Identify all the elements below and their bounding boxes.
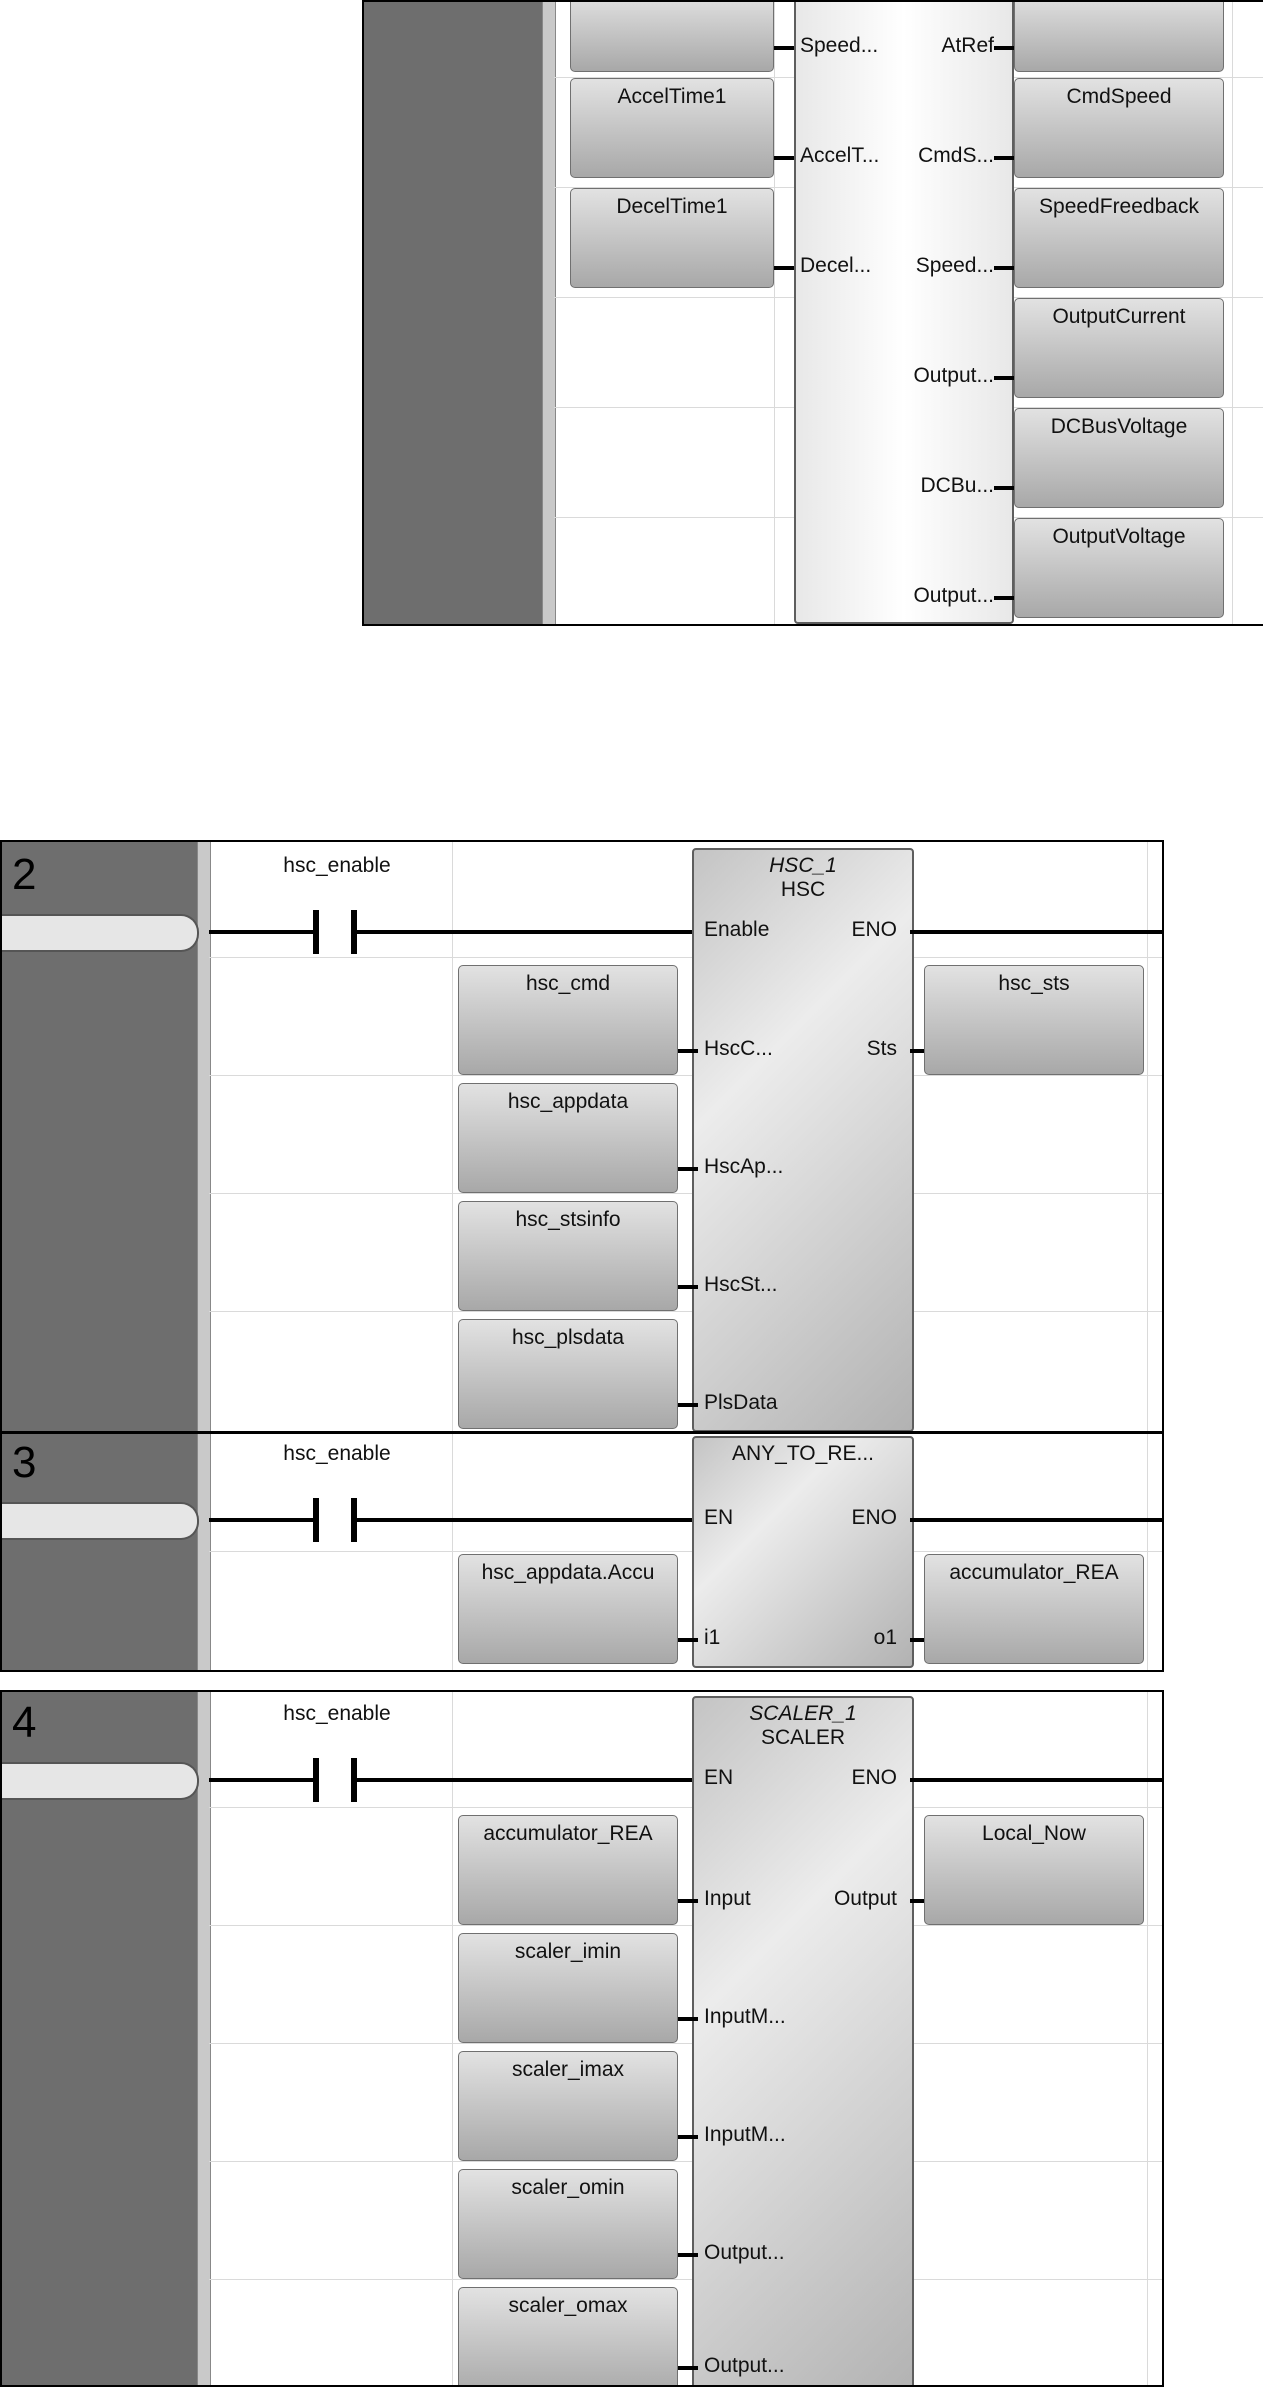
pin-connector [678,2017,698,2021]
rung-wire [209,1778,313,1782]
rung-selector-tab[interactable] [2,1762,199,1800]
block-output-pin[interactable]: ENO [851,918,897,941]
left-rail-gutter [364,2,542,624]
block-input-pin[interactable]: Output... [704,2354,785,2377]
rung-wire [910,1778,1162,1782]
block-input-pin[interactable]: InputM... [704,2005,786,2028]
input-variable[interactable]: hsc_appdata [458,1083,678,1193]
input-variable[interactable]: DecelTime1 [570,188,774,288]
output-variable[interactable]: Local_Now [924,1815,1144,1925]
block-output-pin[interactable]: Output... [913,364,994,387]
rung-number: 4 [12,1698,37,1747]
no-contact-left[interactable] [313,1758,319,1802]
output-variable[interactable]: CmdSpeed [1014,78,1224,178]
pin-connector [994,266,1014,270]
ladder-panel-rungs-2-3 [0,840,1164,1672]
pin-connector [678,2366,698,2370]
pin-connector [678,1285,698,1289]
no-contact-left[interactable] [313,1498,319,1542]
pin-connector [678,1049,698,1053]
rung-wire [357,930,692,934]
input-variable[interactable]: hsc_cmd [458,965,678,1075]
pin-connector [994,376,1014,380]
block-input-pin[interactable]: HscAp... [704,1155,784,1178]
block-input-pin[interactable]: i1 [704,1626,721,1649]
rung-separator [2,1431,1162,1434]
input-variable[interactable]: scaler_imax [458,2051,678,2161]
block-output-pin[interactable]: CmdS... [918,144,994,167]
top-ladder-panel [362,0,1263,626]
block-input-pin[interactable]: EN [704,1766,734,1789]
output-variable[interactable]: hsc_sts [924,965,1144,1075]
input-variable[interactable]: AccelTime1 [570,78,774,178]
pin-connector [678,1899,698,1903]
output-variable-top-clipped[interactable] [1014,0,1224,72]
input-variable[interactable]: hsc_plsdata [458,1319,678,1429]
block-input-pin[interactable]: Enable [704,918,770,941]
rung-wire [357,1778,692,1782]
block-output-pin[interactable]: Sts [866,1037,897,1060]
left-rail-gutter [2,842,197,1670]
pin-connector [994,486,1014,490]
block-input-pin[interactable]: PlsData [704,1391,778,1414]
pin-connector [774,46,794,50]
power-rail [197,1692,211,2385]
rung-wire [910,1518,1162,1522]
output-variable[interactable]: SpeedFreedback [1014,188,1224,288]
block-input-pin[interactable]: Output... [704,2241,785,2264]
block-input-pin[interactable]: EN [704,1506,734,1529]
block-input-pin[interactable]: Decel... [800,254,872,277]
rung-wire [209,1518,313,1522]
pin-connector [774,156,794,160]
rung-wire [357,1518,692,1522]
block-output-pin[interactable]: AtRef [941,34,994,57]
input-variable[interactable]: scaler_omax [458,2287,678,2387]
block-input-pin[interactable]: HscSt... [704,1273,778,1296]
input-variable-top-clipped[interactable] [570,0,774,72]
contact-label: hsc_enable [283,854,391,877]
ladder-panel-rung-4 [0,1690,1164,2387]
pin-connector [678,1167,698,1171]
block-input-pin[interactable]: AccelT... [800,144,880,167]
pin-connector [678,1403,698,1407]
block-input-pin[interactable]: Input [704,1887,751,1910]
pin-connector [994,156,1014,160]
pin-connector [774,266,794,270]
output-variable[interactable]: accumulator_REA [924,1554,1144,1664]
block-output-pin[interactable]: Output [833,1887,897,1910]
input-variable[interactable]: scaler_imin [458,1933,678,2043]
block-output-pin[interactable]: ENO [851,1766,897,1789]
power-rail [542,2,556,624]
drive-function-block[interactable] [794,0,1014,624]
block-instance-name: SCALER_1 [749,1702,857,1725]
rung-selector-tab[interactable] [2,1502,199,1540]
rung-number: 3 [12,1438,37,1487]
pin-connector [678,2135,698,2139]
pin-connector [994,596,1014,600]
contact-label: hsc_enable [283,1702,391,1725]
block-output-pin[interactable]: DCBu... [920,474,994,497]
rung-number: 2 [12,850,37,899]
block-type-name: HSC [780,878,826,901]
rung-wire [209,930,313,934]
scaler-function-block[interactable] [692,1696,914,2387]
input-variable[interactable]: hsc_appdata.Accu [458,1554,678,1664]
block-output-pin[interactable]: Output... [913,584,994,607]
contact-label: hsc_enable [283,1442,391,1465]
block-output-pin[interactable]: ENO [851,1506,897,1529]
rung-selector-tab[interactable] [2,914,199,952]
output-variable[interactable]: OutputCurrent [1014,298,1224,398]
block-output-pin[interactable]: Speed... [915,254,994,277]
block-instance-name: HSC_1 [769,854,837,877]
pin-connector [994,46,1014,50]
input-variable[interactable]: accumulator_REA [458,1815,678,1925]
pin-connector [678,2253,698,2257]
block-input-pin[interactable]: InputM... [704,2123,786,2146]
power-rail [197,842,211,1670]
pin-connector [678,1638,698,1642]
no-contact-left[interactable] [313,910,319,954]
output-variable[interactable]: DCBusVoltage [1014,408,1224,508]
output-variable[interactable]: OutputVoltage [1014,518,1224,618]
input-variable[interactable]: hsc_stsinfo [458,1201,678,1311]
block-output-pin[interactable]: o1 [873,1626,897,1649]
input-variable[interactable]: scaler_omin [458,2169,678,2279]
block-input-pin[interactable]: HscC... [704,1037,773,1060]
block-input-pin[interactable]: Speed... [800,34,879,57]
block-type-name: ANY_TO_RE... [732,1442,874,1465]
rung-wire [910,930,1162,934]
block-type-name: SCALER [760,1726,846,1749]
